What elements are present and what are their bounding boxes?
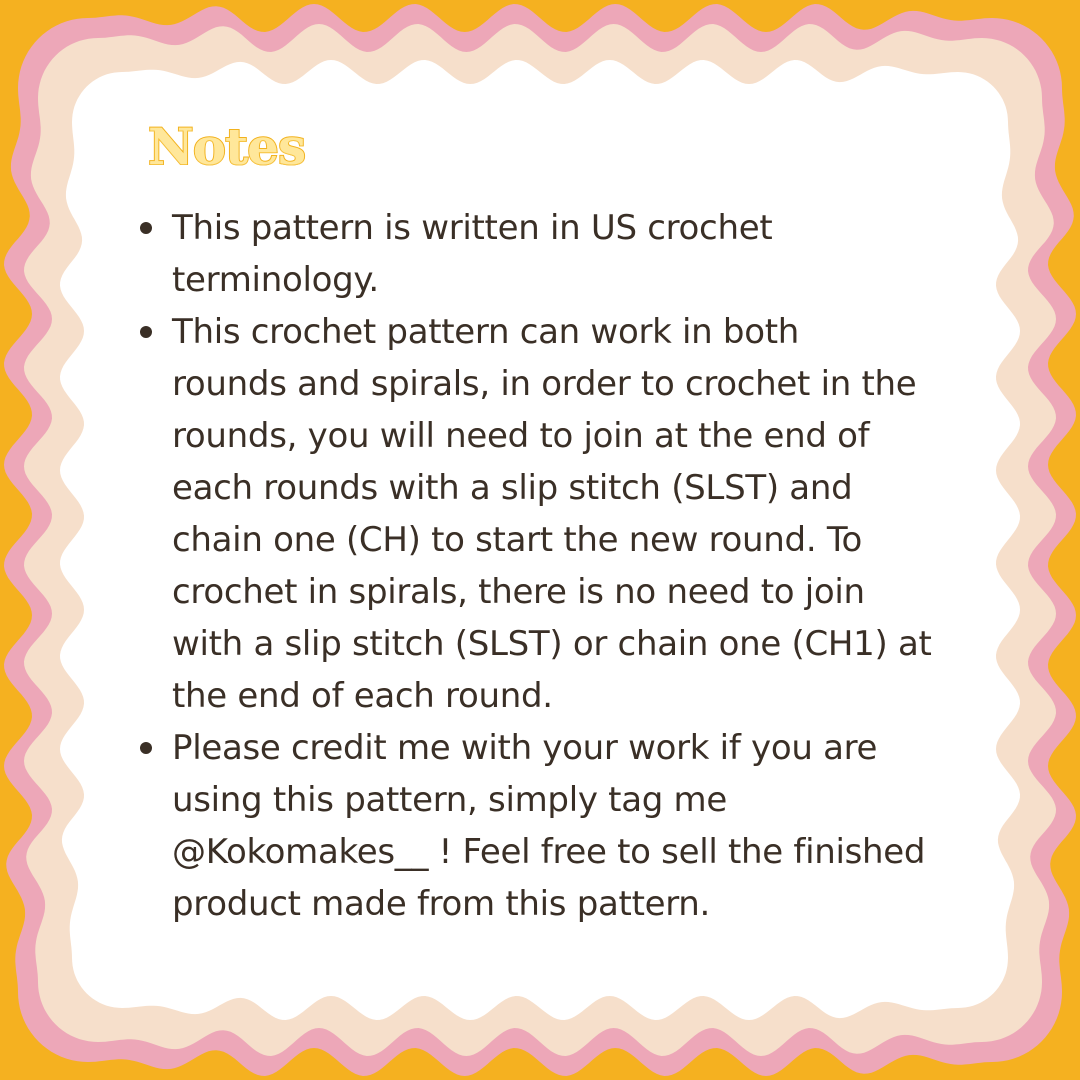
bullet-icon [140,222,152,234]
bullet-icon [140,326,152,338]
note-line: crochet in spirals, there is no need to join [172,572,865,612]
note-line: each rounds with a slip stitch (SLST) and [172,468,853,508]
notes-card [100,100,980,980]
note-line: with a slip stitch (SLST) or chain one (CH1) at [172,624,932,664]
bullet-icon [140,742,152,754]
note-line: rounds, you will need to join at the end of [172,416,870,456]
note-item [140,306,980,722]
note-line: product made from this pattern. [172,884,711,924]
note-item [140,722,980,930]
note-line: @Kokomakes__ ! Feel free to sell the finished [172,832,926,872]
note-line: This pattern is written in US crochet [172,208,773,248]
note-line: the end of each round. [172,676,553,716]
note-line: This crochet pattern can work in both [172,312,799,352]
notes-title: Notes [148,117,306,176]
note-line: chain one (CH) to start the new round. To [172,520,863,560]
note-line: Please credit me with your work if you are [172,728,878,768]
note-line: rounds and spirals, in order to crochet in the [172,364,917,404]
notes-list [140,202,980,930]
note-line: using this pattern, simply tag me [172,780,727,820]
note-item [140,202,980,306]
note-line: terminology. [172,260,379,300]
